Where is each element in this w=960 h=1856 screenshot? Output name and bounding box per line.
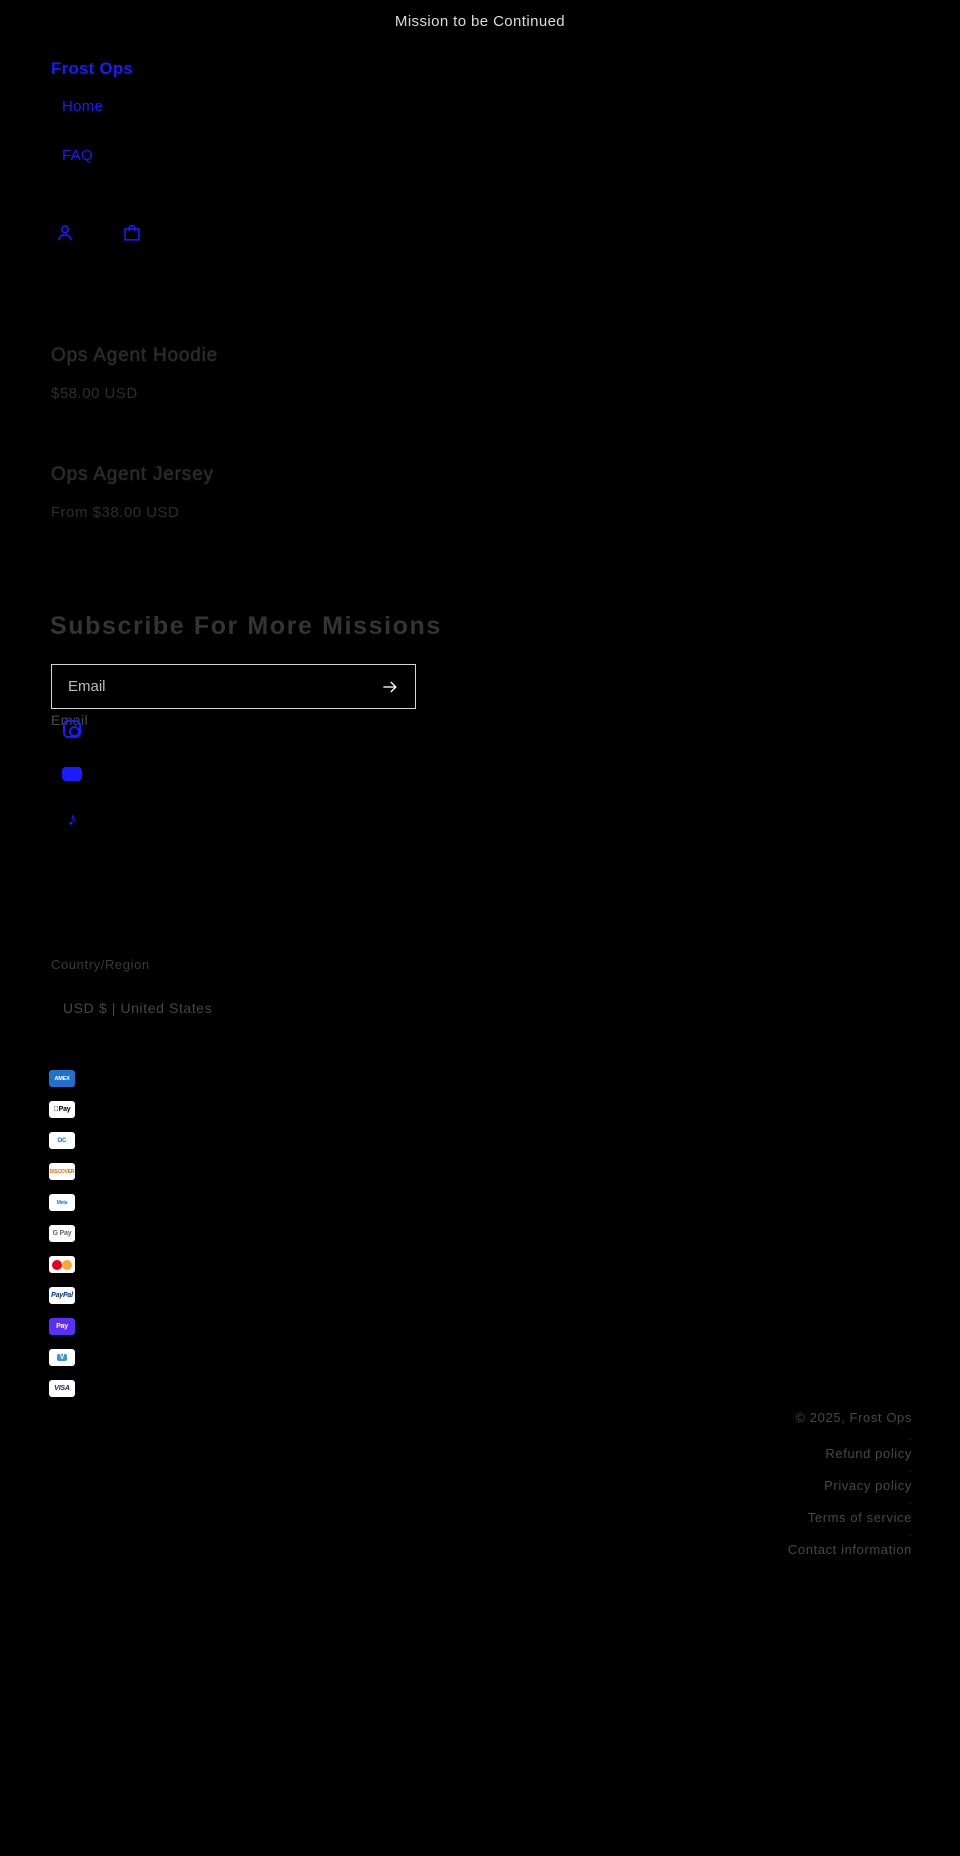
account-icon[interactable]: [48, 216, 82, 250]
brand-logo[interactable]: Frost Ops: [51, 59, 134, 78]
product-price: $58.00 USD: [51, 385, 138, 402]
product-price: From $38.00 USD: [51, 504, 180, 521]
newsletter-submit-button[interactable]: [365, 665, 415, 708]
discover-icon: DISCOVER: [49, 1163, 75, 1180]
separator-dot: .: [908, 1495, 912, 1507]
footer-legal: [788, 1410, 912, 1561]
country-region-selector[interactable]: USD $ | United States: [63, 1000, 213, 1016]
email-input[interactable]: [52, 665, 365, 708]
amex-icon: AMEX: [49, 1070, 75, 1087]
visa-icon: VISA: [49, 1380, 75, 1397]
footer-link-refund-policy[interactable]: Refund policy: [825, 1446, 912, 1461]
email-field-label: Email: [51, 712, 89, 728]
cart-icon[interactable]: [115, 216, 149, 250]
arrow-right-icon: [380, 677, 400, 697]
header-icon-group: [48, 216, 149, 250]
footer-link-terms-of-service[interactable]: Terms of service: [807, 1510, 912, 1525]
announcement-bar: [0, 0, 960, 42]
payment-methods: [49, 1070, 75, 1411]
mastercard-icon: [49, 1256, 75, 1273]
youtube-icon[interactable]: [55, 757, 89, 791]
tiktok-icon[interactable]: [55, 802, 89, 836]
separator-dot: .: [908, 1527, 912, 1539]
google-pay-icon: G Pay: [49, 1225, 75, 1242]
tiktok-glyph: ♪: [67, 808, 77, 830]
shop-pay-icon: Pay: [49, 1318, 75, 1335]
product-title[interactable]: Ops Agent Jersey: [51, 464, 214, 485]
apple-pay-icon: Pay: [49, 1101, 75, 1118]
footer-link-privacy-policy[interactable]: Privacy policy: [824, 1478, 912, 1493]
venmo-icon: V: [49, 1349, 75, 1366]
footer-link-contact-information[interactable]: Contact information: [787, 1542, 912, 1557]
product-title[interactable]: Ops Agent Hoodie: [51, 345, 219, 366]
diners-club-icon: DC: [49, 1132, 75, 1149]
instagram-icon[interactable]: [55, 712, 89, 746]
meta-pay-icon: Meta: [49, 1194, 75, 1211]
social-links: [55, 712, 89, 847]
main-navigation: [62, 92, 103, 170]
product-list: [51, 345, 551, 583]
newsletter-heading: Subscribe For More Missions: [50, 612, 442, 640]
separator-dot: .: [908, 1431, 912, 1443]
copyright-text: © 2025, Frost Ops: [795, 1410, 912, 1425]
country-region-label: Country/Region: [51, 957, 150, 972]
product-card[interactable]: [51, 345, 551, 404]
nav-item-faq[interactable]: FAQ: [62, 147, 93, 164]
announcement-text: Mission to be Continued: [394, 12, 566, 30]
newsletter-form: [51, 664, 416, 709]
paypal-icon: PayPal: [49, 1287, 75, 1304]
separator-dot: .: [908, 1463, 912, 1475]
product-card[interactable]: [51, 464, 551, 523]
nav-item-home[interactable]: Home: [62, 98, 104, 115]
